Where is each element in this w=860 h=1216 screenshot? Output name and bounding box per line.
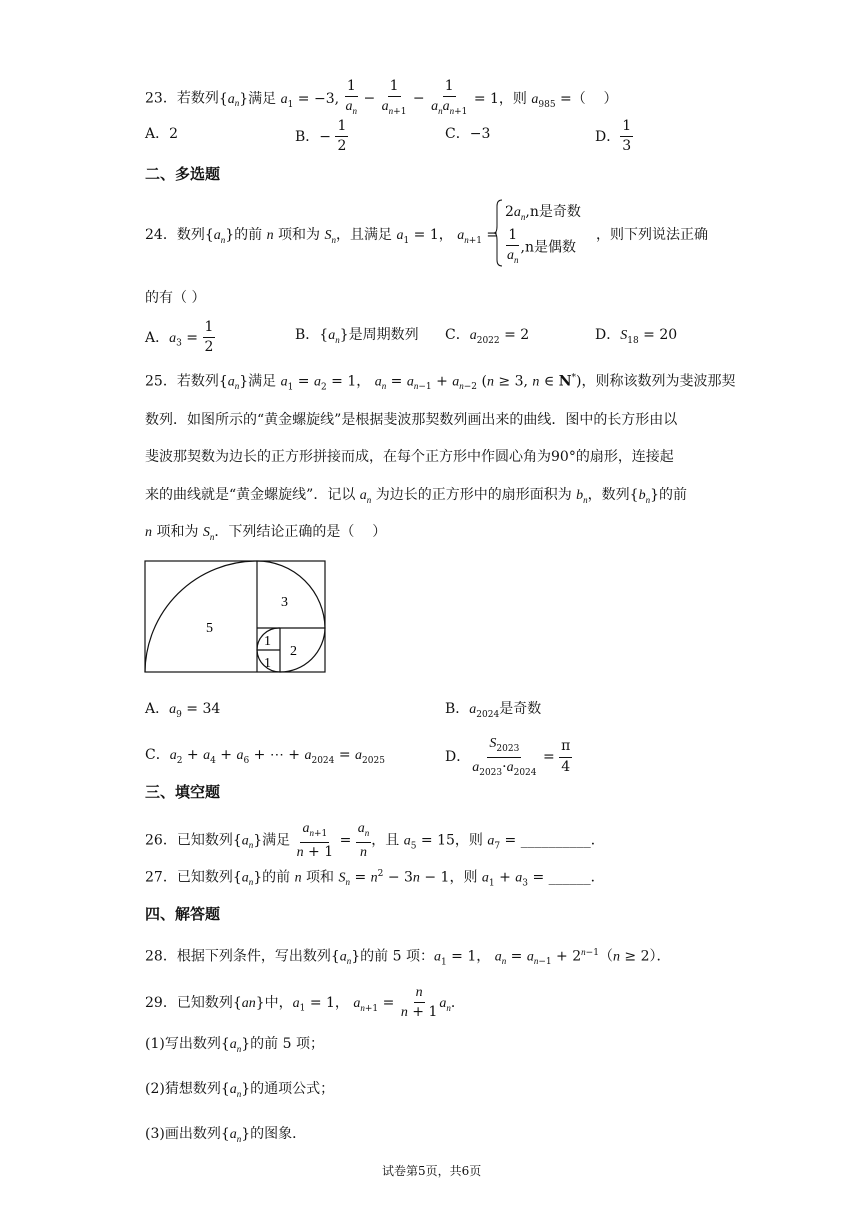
q25-option-b: B．$a_{2024}$是奇数 — [445, 701, 542, 720]
q25-option-a: A．$a_9 = 34$ — [145, 701, 221, 720]
q24-option-a: A．$a_3$ = $\frac{1}{2}$ — [145, 319, 214, 356]
q24-brace — [493, 198, 503, 268]
spiral-curve — [145, 561, 325, 672]
q23-option-a: A．2 — [145, 126, 179, 142]
q23-option-d: D． $\frac{1}{3}$ — [595, 118, 632, 155]
q29-part-1: (1)写出数列$\{a_n\}$的前 5 项； — [145, 1036, 324, 1054]
q24-option-c: C．$a_{2022} = 2$ — [445, 327, 530, 346]
golden-spiral-figure — [144, 560, 328, 674]
q23-stem: 23．若数列$\{a_n\}$满足 $a_1 = -3$, $\frac{1}{a_n}$ − $\frac{1}{a_{n+1}}$ − $\frac{1}{a_na_{n+1}}$ = 1，则 $a_{985}$ =（ ） — [145, 78, 618, 118]
square-label-1b: 1 — [264, 656, 271, 671]
square-label-2: 2 — [290, 644, 297, 659]
q24-stem-tail: ，则下列说法正确 — [596, 227, 708, 243]
square-label-5: 5 — [206, 621, 213, 636]
q25-option-d: D． $\frac{S_{2023}}{a_{2023}\cdot a_{2024}}$ = $\frac{\pi}{4}$ — [445, 736, 571, 778]
q25-option-c: C．$a_2 + a_4 + a_6$ + ⋯ + $a_{2024} = a_{2025}$ — [145, 747, 385, 766]
q28-stem: 28．根据下列条件，写出数列$\{a_n\}$的前 5 项：$a_1 = 1$， $a_n = a_{n-1} + 2^{n-1}(n \ge 2)$． — [145, 947, 671, 968]
q24-option-d: D．$S_{18} = 20$ — [595, 327, 678, 346]
q29-part-2: (2)猜想数列$\{a_n\}$的通项公式； — [145, 1081, 335, 1099]
q27-stem: 27．已知数列$\{a_n\}$的前 n 项和 $S_n = n^2 - 3n - 1$，则 $a_1 + a_3$ = ______． — [145, 869, 605, 889]
q24-stem-2: 的有（ ） — [145, 290, 206, 306]
page-footer: 试卷第5页，共6页 — [382, 1164, 482, 1178]
q23-option-c: C．−3 — [445, 126, 491, 142]
q23-option-b: B．− $\frac{1}{2}$ — [295, 118, 347, 155]
q25-line-2: 数列．如图所示的“黄金螺旋线”是根据斐波那契数列画出来的曲线．图中的长方形由以 — [145, 412, 678, 428]
section-title-answer: 四、解答题 — [145, 905, 221, 923]
square-label-1a: 1 — [264, 634, 271, 649]
square-label-3: 3 — [281, 595, 288, 610]
outer-rectangle — [145, 561, 325, 672]
section-title-fill-blank: 三、填空题 — [145, 783, 221, 801]
q29-stem: 29．已知数列{an}中，$a_1 = 1$， $a_{n+1}$ = $\frac{n}{n + 1}$ $a_n$． — [145, 985, 465, 1021]
q26-stem: 26．已知数列$\{a_n\}$满足 $\frac{a_{n+1}}{n + 1}$ = $\frac{a_n}{n}$ ，且 $a_5 = 15$，则 $a_7$ = __________． — [145, 821, 605, 860]
q29-part-3: (3)画出数列$\{a_n\}$的图象． — [145, 1126, 307, 1144]
q24-stem: 24．数列$\{a_n\}$的前 n 项和为 $S_n$，且满足 $a_1 = 1$， $a_{n+1}$ = — [145, 227, 499, 246]
q25-line-3: 斐波那契数为边长的正方形拼接而成，在每个正方形中作圆心角为90°的扇形，连接起 — [145, 449, 674, 465]
q25-line-5: n 项和为 $S_n$．下列结论正确的是（ ） — [145, 524, 387, 542]
section-title-multi-choice: 二、多选题 — [145, 165, 221, 183]
q25-line-1: 25．若数列$\{a_n\}$满足 $a_1 = a_2 = 1$， $a_n = a_{n-1} + a_{n-2}$ (n ≥ 3, n ∈ N*)，则称该数列为斐波那契 — [145, 373, 736, 393]
q24-case-1: $2a_n,n$是奇数 — [505, 204, 581, 222]
q24-case-2: $\frac{1}{a_n}$ ,n是偶数 — [507, 227, 576, 266]
q25-line-4: 来的曲线就是“黄金螺旋线”．记以 $a_n$ 为边长的正方形中的扇形面积为 $b_n$，数列$\{b_n\}$的前 — [145, 487, 688, 505]
q24-option-b: B．$\{a_n\}$是周期数列 — [295, 327, 419, 345]
